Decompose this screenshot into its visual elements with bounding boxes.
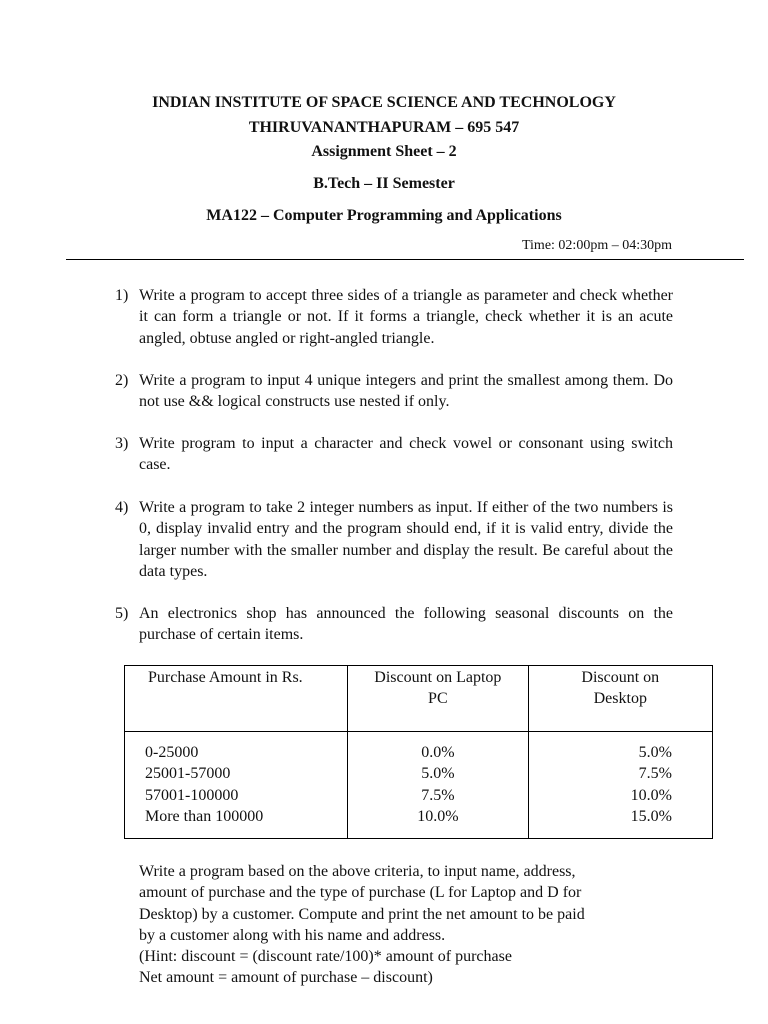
table-cell: 7.5% xyxy=(638,765,672,783)
question-2 xyxy=(115,370,673,413)
laptop-column xyxy=(348,732,528,839)
question-text: Write a program to accept three sides of a triangle as parameter and check whether it can form a triangle or not. If it forms a triangle, check whether it is an acute angled, obtuse angled or right-angled triangle. xyxy=(139,287,673,347)
question-text: Write program to input a character and check vowel or consonant using switch case. xyxy=(139,435,673,474)
question-1 xyxy=(115,285,673,349)
header-laptop-text: Discount on Laptop PC xyxy=(374,669,502,708)
table-cell: 7.5% xyxy=(421,786,455,804)
instruction-line: by a customer along with his name and address. xyxy=(139,926,446,944)
institute-name: INDIAN INSTITUTE OF SPACE SCIENCE AND TECHNOLOGY xyxy=(152,94,616,111)
question-5 xyxy=(115,603,673,646)
instruction-line: Write a program based on the above criteria, to input name, address, xyxy=(139,863,576,880)
table-cell: 57001-100000 xyxy=(145,786,239,804)
table-cell: 0.0% xyxy=(421,744,455,761)
question-number: 5) xyxy=(115,605,129,622)
instruction-line: amount of purchase and the type of purchase (L for Laptop and D for xyxy=(139,884,582,902)
question-3 xyxy=(115,433,673,476)
question-number: 4) xyxy=(115,499,129,516)
question-number: 2) xyxy=(115,372,129,389)
table-header-row xyxy=(125,666,713,732)
hint-line: Net amount = amount of purchase – discount) xyxy=(139,969,433,987)
question-text: Write a program to take 2 integer numbers as input. If either of the two numbers is 0, display invalid entry and the program should end, if it is valid entry, divide the larger number with the smaller number and display the result. Be careful about the data types. xyxy=(139,499,673,580)
time-label: Time: 02:00pm – 04:30pm xyxy=(521,238,672,253)
question-5-instructions xyxy=(139,861,699,989)
question-number: 1) xyxy=(115,287,129,304)
header-desktop-discount xyxy=(528,666,712,732)
header-laptop-discount xyxy=(348,666,528,732)
hint-line: (Hint: discount = (discount rate/100)* amount of purchase xyxy=(139,948,512,966)
table-cell: More than 100000 xyxy=(145,807,264,825)
amount-column xyxy=(125,732,348,839)
table-cell: 10.0% xyxy=(417,807,459,825)
header-divider xyxy=(66,259,744,260)
institute-city: THIRUVANANTHAPURAM – 695 547 xyxy=(248,119,520,136)
desktop-column xyxy=(528,732,712,839)
discount-table xyxy=(124,665,713,839)
header-desktop-text: Discount on Desktop xyxy=(581,669,660,708)
table-cell: 25001-57000 xyxy=(145,765,231,783)
header-purchase-amount: Purchase Amount in Rs. xyxy=(125,666,348,732)
question-text: Write a program to input 4 unique integers and print the smallest among them. Do not use && logical constructs use nested if only. xyxy=(139,372,673,411)
table-body-row xyxy=(125,732,713,839)
semester-label: B.Tech – II Semester xyxy=(313,175,455,192)
question-4 xyxy=(115,497,673,582)
instruction-line: Desktop) by a customer. Compute and print the net amount to be paid xyxy=(139,905,585,923)
table-cell: 0-25000 xyxy=(145,744,199,761)
question-text: An electronics shop has announced the following seasonal discounts on the purchase of certain items. xyxy=(139,605,673,644)
table-cell: 15.0% xyxy=(630,807,672,825)
table-cell: 5.0% xyxy=(421,765,455,783)
course-title: MA122 – Computer Programming and Applications xyxy=(206,207,562,224)
question-number: 3) xyxy=(115,435,129,452)
sheet-title: Assignment Sheet – 2 xyxy=(311,143,457,160)
table-cell: 10.0% xyxy=(630,786,672,804)
table-cell: 5.0% xyxy=(638,744,672,761)
